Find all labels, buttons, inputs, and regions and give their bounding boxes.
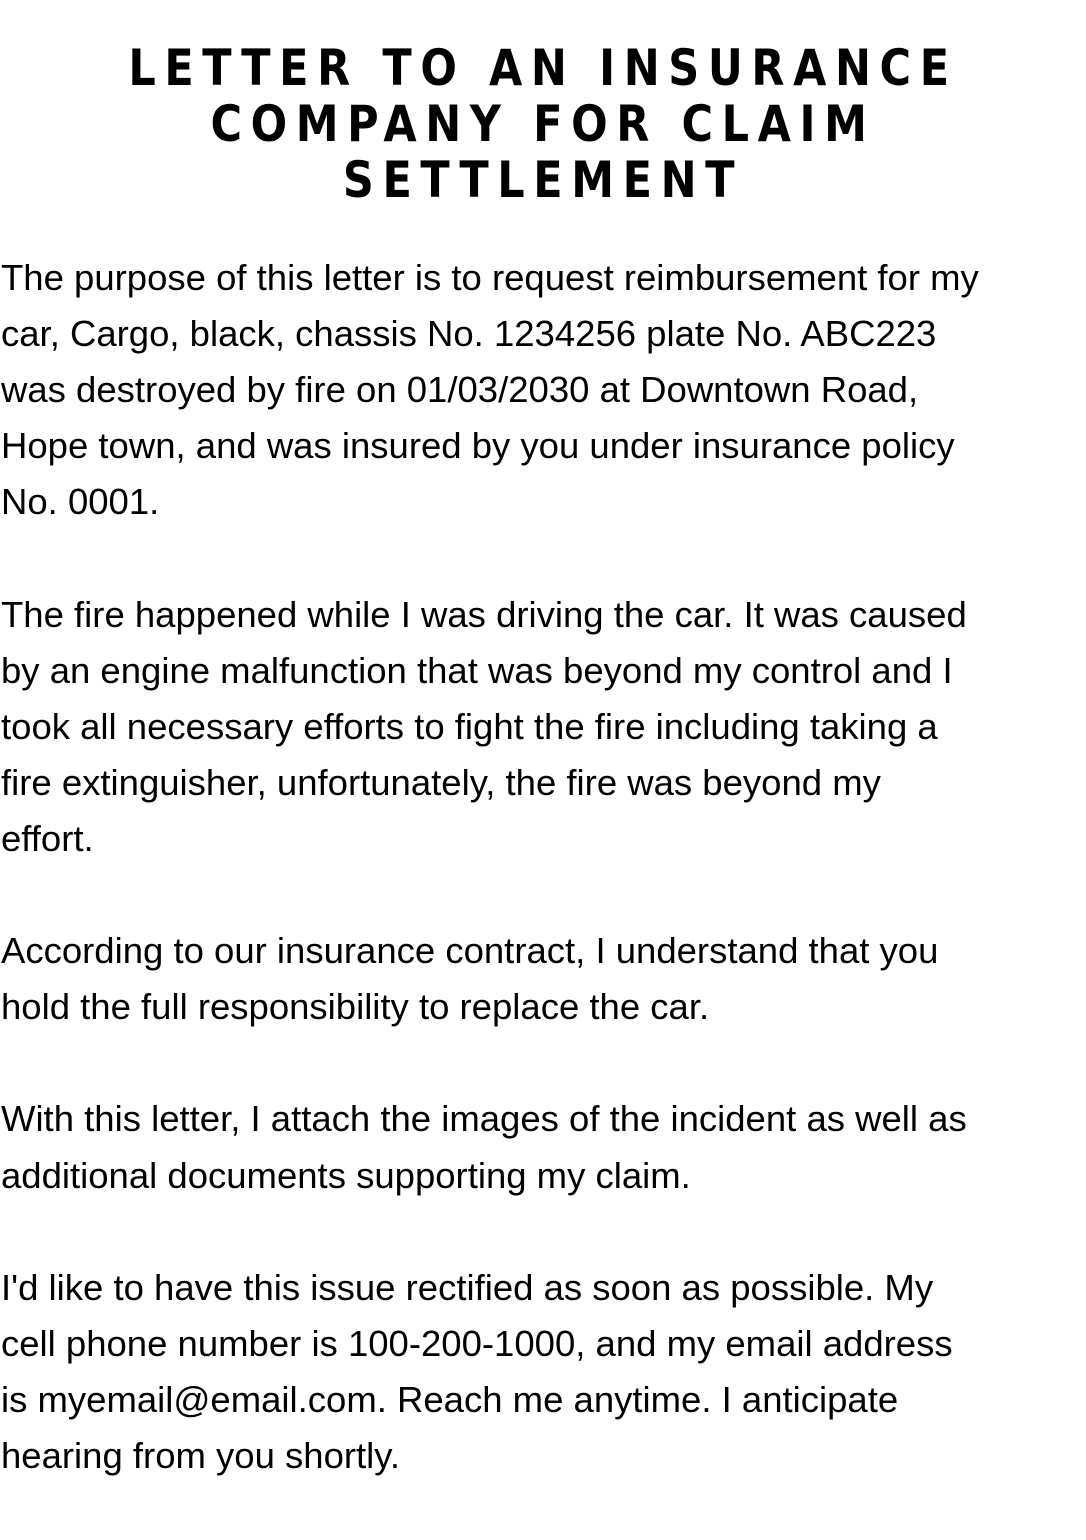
text-line: was destroyed by fire on 01/03/2030 at Downtown Road, bbox=[1, 369, 919, 411]
title-line: LETTER TO AN INSURANCE bbox=[128, 39, 958, 97]
paragraph-fire-circumstances bbox=[1, 587, 1086, 867]
text-line: Hope town, and was insured by you under insurance policy bbox=[1, 425, 955, 467]
text-line: According to our insurance contract, I understand that you bbox=[1, 930, 939, 972]
paragraph-contact-info bbox=[1, 1260, 1086, 1484]
text-line: hold the full responsibility to replace the car. bbox=[1, 986, 710, 1028]
title-line: SETTLEMENT bbox=[342, 151, 744, 209]
text-line: took all necessary efforts to fight the fire including taking a bbox=[1, 705, 938, 747]
text-line: No. 0001. bbox=[1, 481, 160, 523]
paragraph-reimbursement-request bbox=[1, 250, 1086, 530]
letter-body bbox=[1, 250, 1086, 1540]
text-line: additional documents supporting my claim. bbox=[1, 1154, 691, 1196]
text-line: I'd like to have this issue rectified as soon as possible. My bbox=[1, 1266, 934, 1308]
paragraph-attachments bbox=[1, 1091, 1086, 1203]
title-line: COMPANY FOR CLAIM bbox=[210, 95, 876, 153]
text-line: is myemail@email.com. Reach me anytime. I anticipate bbox=[1, 1378, 899, 1420]
text-line: car, Cargo, black, chassis No. 1234256 plate No. ABC223 bbox=[1, 313, 937, 355]
text-line: by an engine malfunction that was beyond my control and I bbox=[1, 649, 953, 691]
text-line: The purpose of this letter is to request reimbursement for my bbox=[1, 257, 979, 298]
text-line: fire extinguisher, unfortunately, the fire was beyond my bbox=[1, 761, 881, 803]
text-line: cell phone number is 100-200-1000, and my email address bbox=[1, 1322, 953, 1364]
text-line: With this letter, I attach the images of the incident as well as bbox=[1, 1098, 967, 1140]
text-line: hearing from you shortly. bbox=[1, 1434, 400, 1476]
text-line: effort. bbox=[1, 817, 94, 859]
paragraph-contract-responsibility bbox=[1, 923, 1086, 1035]
document-title bbox=[0, 40, 1086, 208]
text-line: The fire happened while I was driving the car. It was caused bbox=[1, 593, 967, 635]
